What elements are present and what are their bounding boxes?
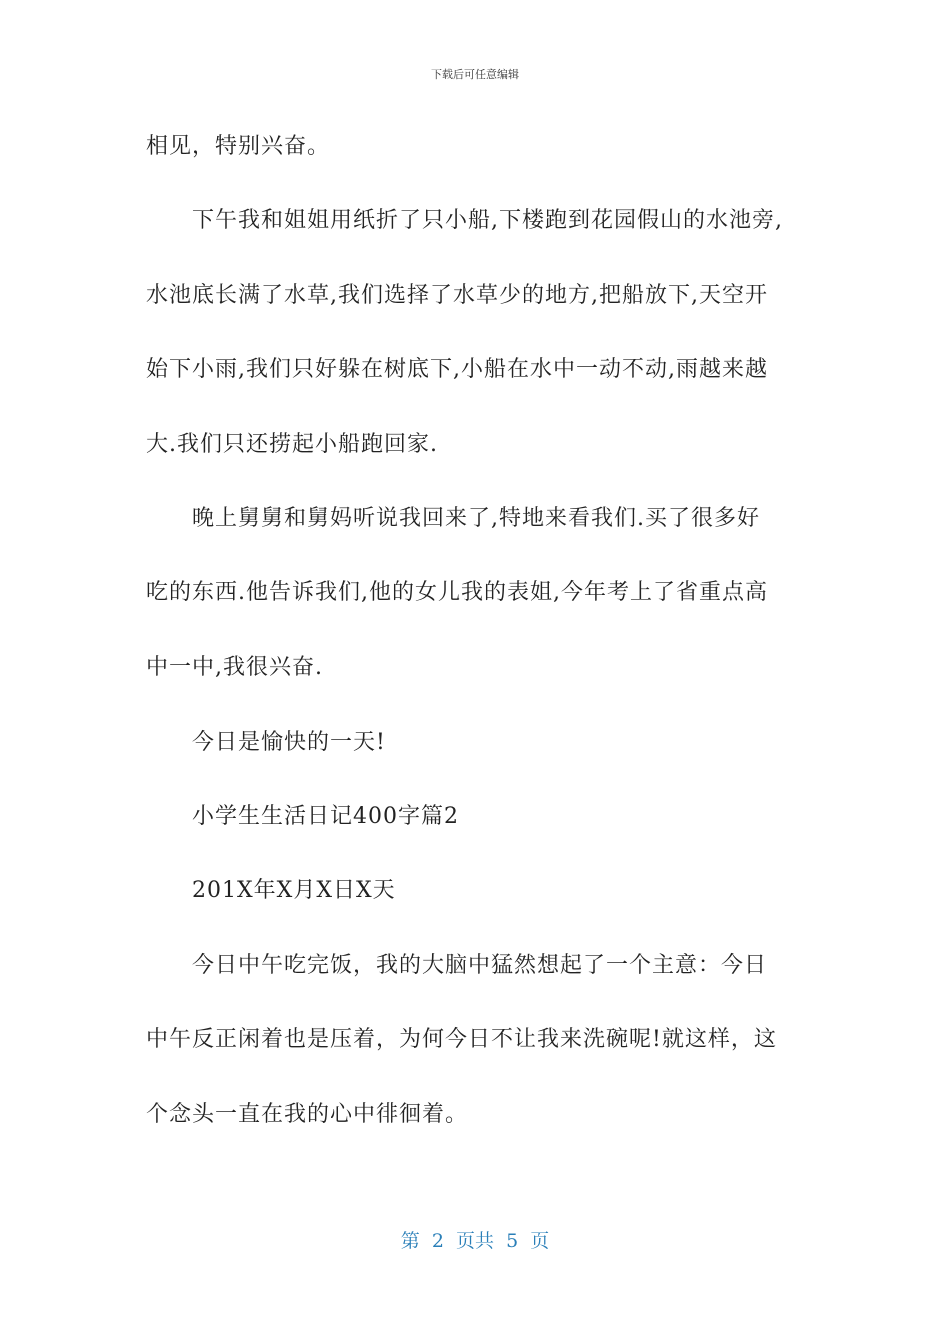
section-title: 小学生生活日记400字篇2 bbox=[192, 804, 459, 829]
body-line: 大.我们只还捞起小船跑回家. bbox=[146, 432, 438, 457]
body-line: 中午反正闲着也是压着，为何今日不让我来洗碗呢!就这样，这 bbox=[146, 1027, 777, 1052]
body-line: 中一中,我很兴奋. bbox=[146, 655, 323, 680]
paragraph-first-line: 下午我和姐姐用纸折了只小船,下楼跑到花园假山的水池旁, bbox=[192, 208, 783, 233]
body-line: 水池底长满了水草,我们选择了水草少的地方,把船放下,天空开 bbox=[146, 283, 768, 308]
page-number-footer: 第 2 页共 5 页 bbox=[400, 1230, 550, 1252]
paragraph-first-line: 今日中午吃完饭，我的大脑中猛然想起了一个主意：今日 bbox=[192, 953, 768, 978]
paragraph-first-line: 今日是愉快的一天! bbox=[192, 730, 386, 755]
body-line: 吃的东西.他告诉我们,他的女儿我的表姐,今年考上了省重点高 bbox=[146, 580, 768, 605]
body-line: 始下小雨,我们只好躲在树底下,小船在水中一动不动,雨越来越 bbox=[146, 357, 768, 382]
diary-date: 201X年X月X日X天 bbox=[192, 878, 396, 903]
body-line: 相见，特别兴奋。 bbox=[146, 134, 331, 159]
paragraph-first-line: 晚上舅舅和舅妈听说我回来了,特地来看我们.买了很多好 bbox=[192, 506, 760, 531]
header-note: 下载后可任意编辑 bbox=[431, 68, 519, 81]
body-line: 个念头一直在我的心中徘徊着。 bbox=[146, 1102, 469, 1127]
